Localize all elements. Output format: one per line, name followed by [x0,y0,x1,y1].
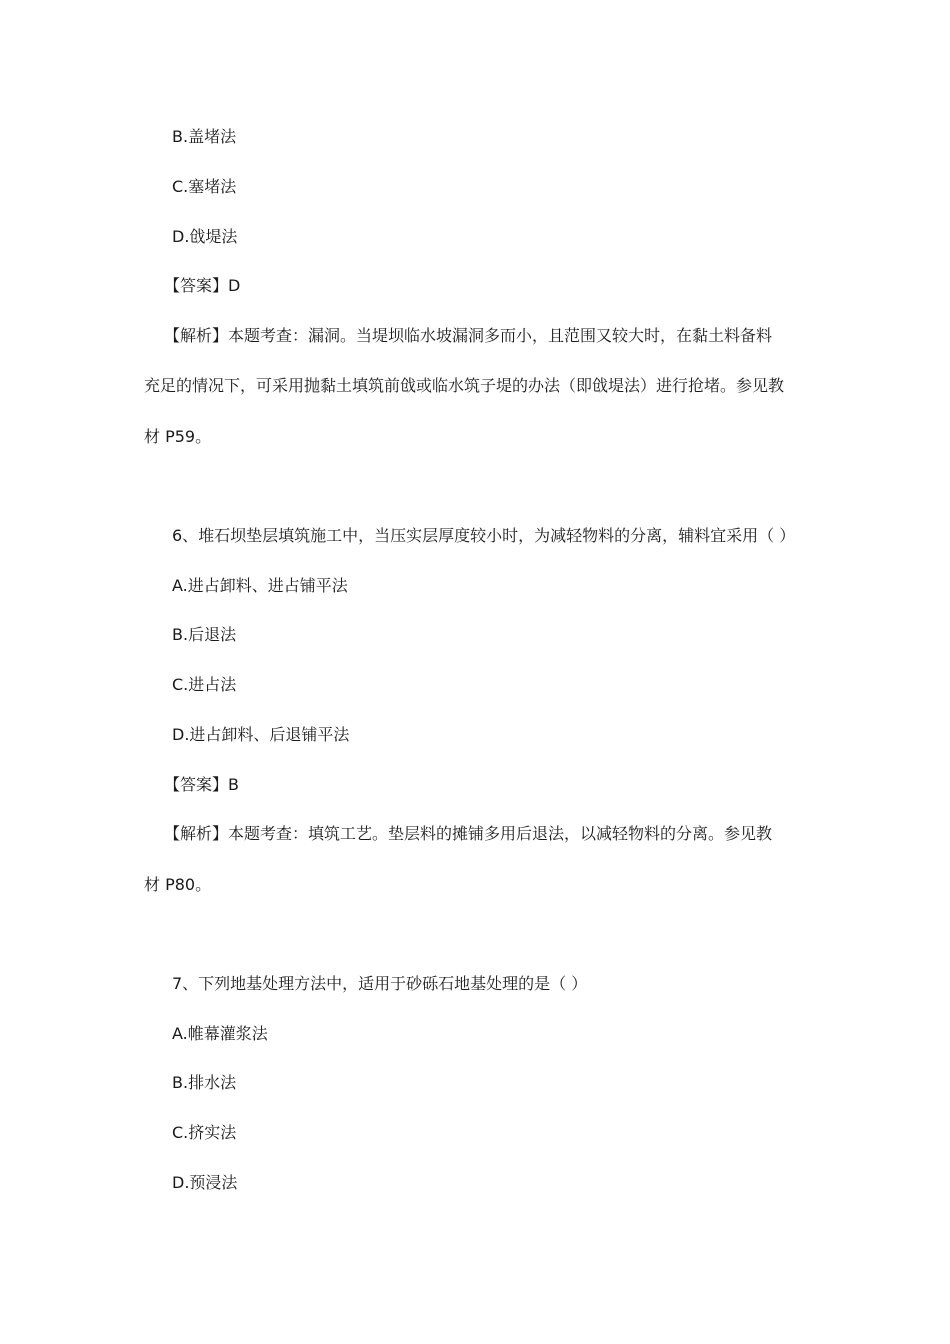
q6-option-d: D.进占卸料、后退铺平法 [172,725,350,744]
q6-option-b: B.后退法 [172,625,237,644]
q6-analysis-line1: 【解析】本题考查：填筑工艺。垫层料的摊铺多用后退法，以减轻物料的分离。参见教 [164,824,773,843]
q6-option-a: A.进占卸料、进占铺平法 [172,576,348,595]
q5-option-c: C.塞堵法 [172,177,237,196]
q5-option-d: D.戗堤法 [172,227,238,246]
q7-stem: 7、下列地基处理方法中，适用于砂砾石地基处理的是（ ） [172,974,588,993]
q6-analysis-line2: 材 P80。 [144,875,212,894]
q5-option-b: B.盖堵法 [172,127,237,146]
q6-answer: 【答案】B [164,775,239,794]
q7-option-a: A.帷幕灌浆法 [172,1024,268,1043]
q7-option-c: C.挤实法 [172,1123,237,1142]
q6-stem: 6、堆石坝垫层填筑施工中，当压实层厚度较小时，为减轻物料的分离，辅料宜采用（ ） [172,526,796,545]
q5-analysis-line1: 【解析】本题考查：漏洞。当堤坝临水坡漏洞多而小，且范围又较大时，在黏土料备料 [164,326,773,345]
q5-analysis-line2: 充足的情况下，可采用抛黏土填筑前戗或临水筑子堤的办法（即戗堤法）进行抢堵。参见教 [144,376,785,395]
q7-option-d: D.预浸法 [172,1173,238,1192]
q5-analysis-line3: 材 P59。 [144,427,212,446]
q5-answer: 【答案】D [164,276,241,295]
q7-option-b: B.排水法 [172,1073,237,1092]
q6-option-c: C.进占法 [172,675,237,694]
